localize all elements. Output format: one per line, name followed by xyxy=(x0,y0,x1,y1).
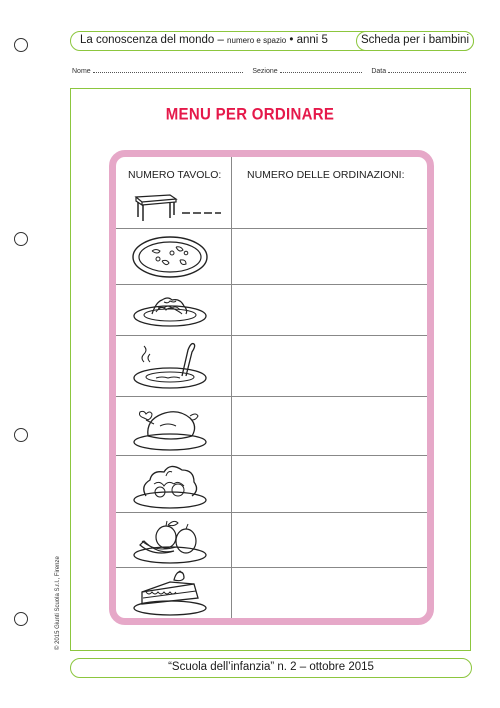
table-number-header: NUMERO TAVOLO: xyxy=(128,169,222,181)
footer-bar: “Scuola dell’infanzia” n. 2 – ottobre 2015 xyxy=(70,658,472,678)
row-separator xyxy=(116,455,427,456)
row-separator xyxy=(116,396,427,397)
row-separator xyxy=(116,284,427,285)
column-divider xyxy=(231,157,232,618)
menu-title: MENU PER ORDINARE xyxy=(165,105,335,124)
binder-hole-4 xyxy=(14,612,28,626)
salad-icon xyxy=(130,460,210,510)
binder-hole-1 xyxy=(14,38,28,52)
cake-icon xyxy=(130,570,210,616)
roast-chicken-icon xyxy=(130,402,210,452)
row-separator xyxy=(116,228,427,229)
binder-hole-3 xyxy=(14,428,28,442)
student-fields xyxy=(72,67,472,75)
header-title xyxy=(80,34,328,46)
name-label: Nome xyxy=(72,68,91,75)
row-separator xyxy=(116,335,427,336)
name-field[interactable] xyxy=(93,67,243,73)
section-field[interactable] xyxy=(280,67,362,73)
row-separator xyxy=(116,567,427,568)
header-title-age: • anni 5 xyxy=(286,34,328,46)
row-separator xyxy=(116,512,427,513)
date-field[interactable] xyxy=(388,67,466,73)
section-label: Sezione xyxy=(252,68,278,75)
header-bar xyxy=(70,31,474,51)
pizza-icon xyxy=(130,235,210,279)
header-title-main: La conoscenza del mondo – xyxy=(80,34,228,46)
worksheet-tag: Scheda per i bambini xyxy=(356,31,474,51)
soup-icon xyxy=(130,340,210,392)
order-menu-table xyxy=(109,150,434,625)
binder-hole-2 xyxy=(14,232,28,246)
fruit-icon xyxy=(130,517,210,565)
header-title-sub: numero e spazio xyxy=(227,36,287,45)
date-label: Data xyxy=(371,68,387,75)
orders-number-header: NUMERO DELLE ORDINAZIONI: xyxy=(247,169,405,181)
copyright-note: © 2015 Giunti Scuola S.r.l., Firenze xyxy=(55,556,61,650)
spaghetti-icon xyxy=(130,290,210,330)
table-icon xyxy=(130,193,222,223)
